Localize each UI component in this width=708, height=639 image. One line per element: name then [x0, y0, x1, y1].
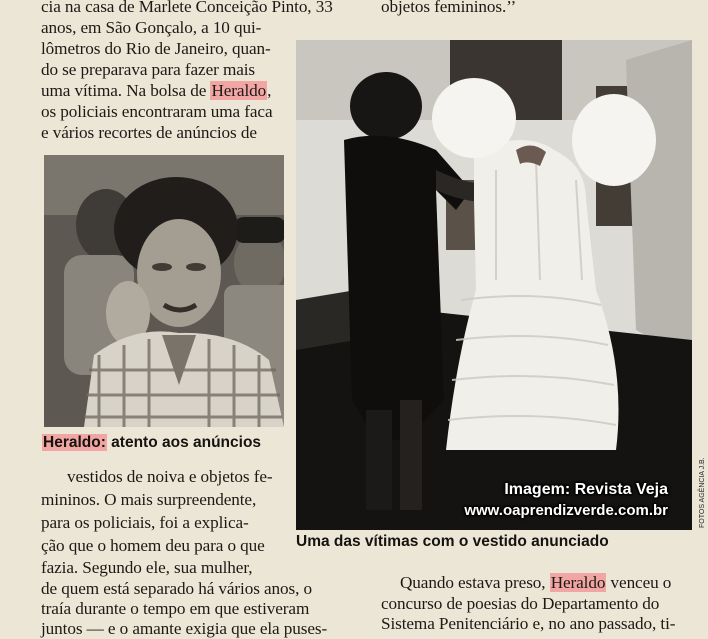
suspect-photo-art [44, 155, 284, 427]
watermark-line2: www.oaprendizverde.com.br [464, 502, 668, 519]
text-line: para os policiais, foi a explica- [41, 513, 249, 532]
dress-photo [296, 40, 692, 530]
dress-photo-art [296, 40, 692, 530]
text-line: e vários recortes de anúncios de [41, 123, 257, 142]
text-line: os policiais encontraram uma faca [41, 102, 273, 121]
text-line: vestidos de noiva e objetos fe- [67, 467, 273, 486]
text-line: de quem está separado há vários anos, o [41, 579, 313, 598]
caption-name-highlight: Heraldo: [43, 434, 106, 451]
text-line: Sistema Penitenciário e, no ano passado, ti- [381, 614, 676, 633]
text-line: traía durante o tempo em que estiveram [41, 599, 310, 618]
text-line: lômetros do Rio de Janeiro, quan- [41, 39, 271, 58]
dress-photo-caption: Uma das vítimas com o vestido anunciado [296, 533, 609, 550]
text-line: Quando estava preso, Heraldo venceu o [400, 573, 672, 592]
text-line: do se preparava para fazer mais [41, 60, 256, 79]
suspect-photo [44, 155, 284, 427]
suspect-photo-caption: Heraldo: atento aos anúncios [43, 434, 262, 451]
text-line: concurso de poesias do Departamento do [381, 594, 660, 613]
right-column-top-line: objetos femininos.’’ [381, 0, 517, 16]
text-line: juntos — e o amante exigia que ela puses- [41, 619, 328, 638]
highlighted-name: Heraldo [211, 81, 267, 100]
text-line: fazia. Segundo ele, sua mulher, [41, 558, 253, 577]
text-line: mininos. O mais surpreendente, [41, 490, 257, 509]
text-line: ção que o homem deu para o que [41, 536, 265, 555]
highlighted-name: Heraldo [550, 573, 606, 592]
text-line: anos, em São Gonçalo, a 10 qui- [41, 18, 262, 37]
text-line: cia na casa de Marlete Conceição Pinto, 33 [41, 0, 333, 16]
text-line: uma vítima. Na bolsa de Heraldo, [41, 81, 272, 100]
watermark-line1: Imagem: Revista Veja [504, 481, 668, 498]
photo-credit: FOTOS AGÊNCIA J.B. [699, 457, 706, 528]
